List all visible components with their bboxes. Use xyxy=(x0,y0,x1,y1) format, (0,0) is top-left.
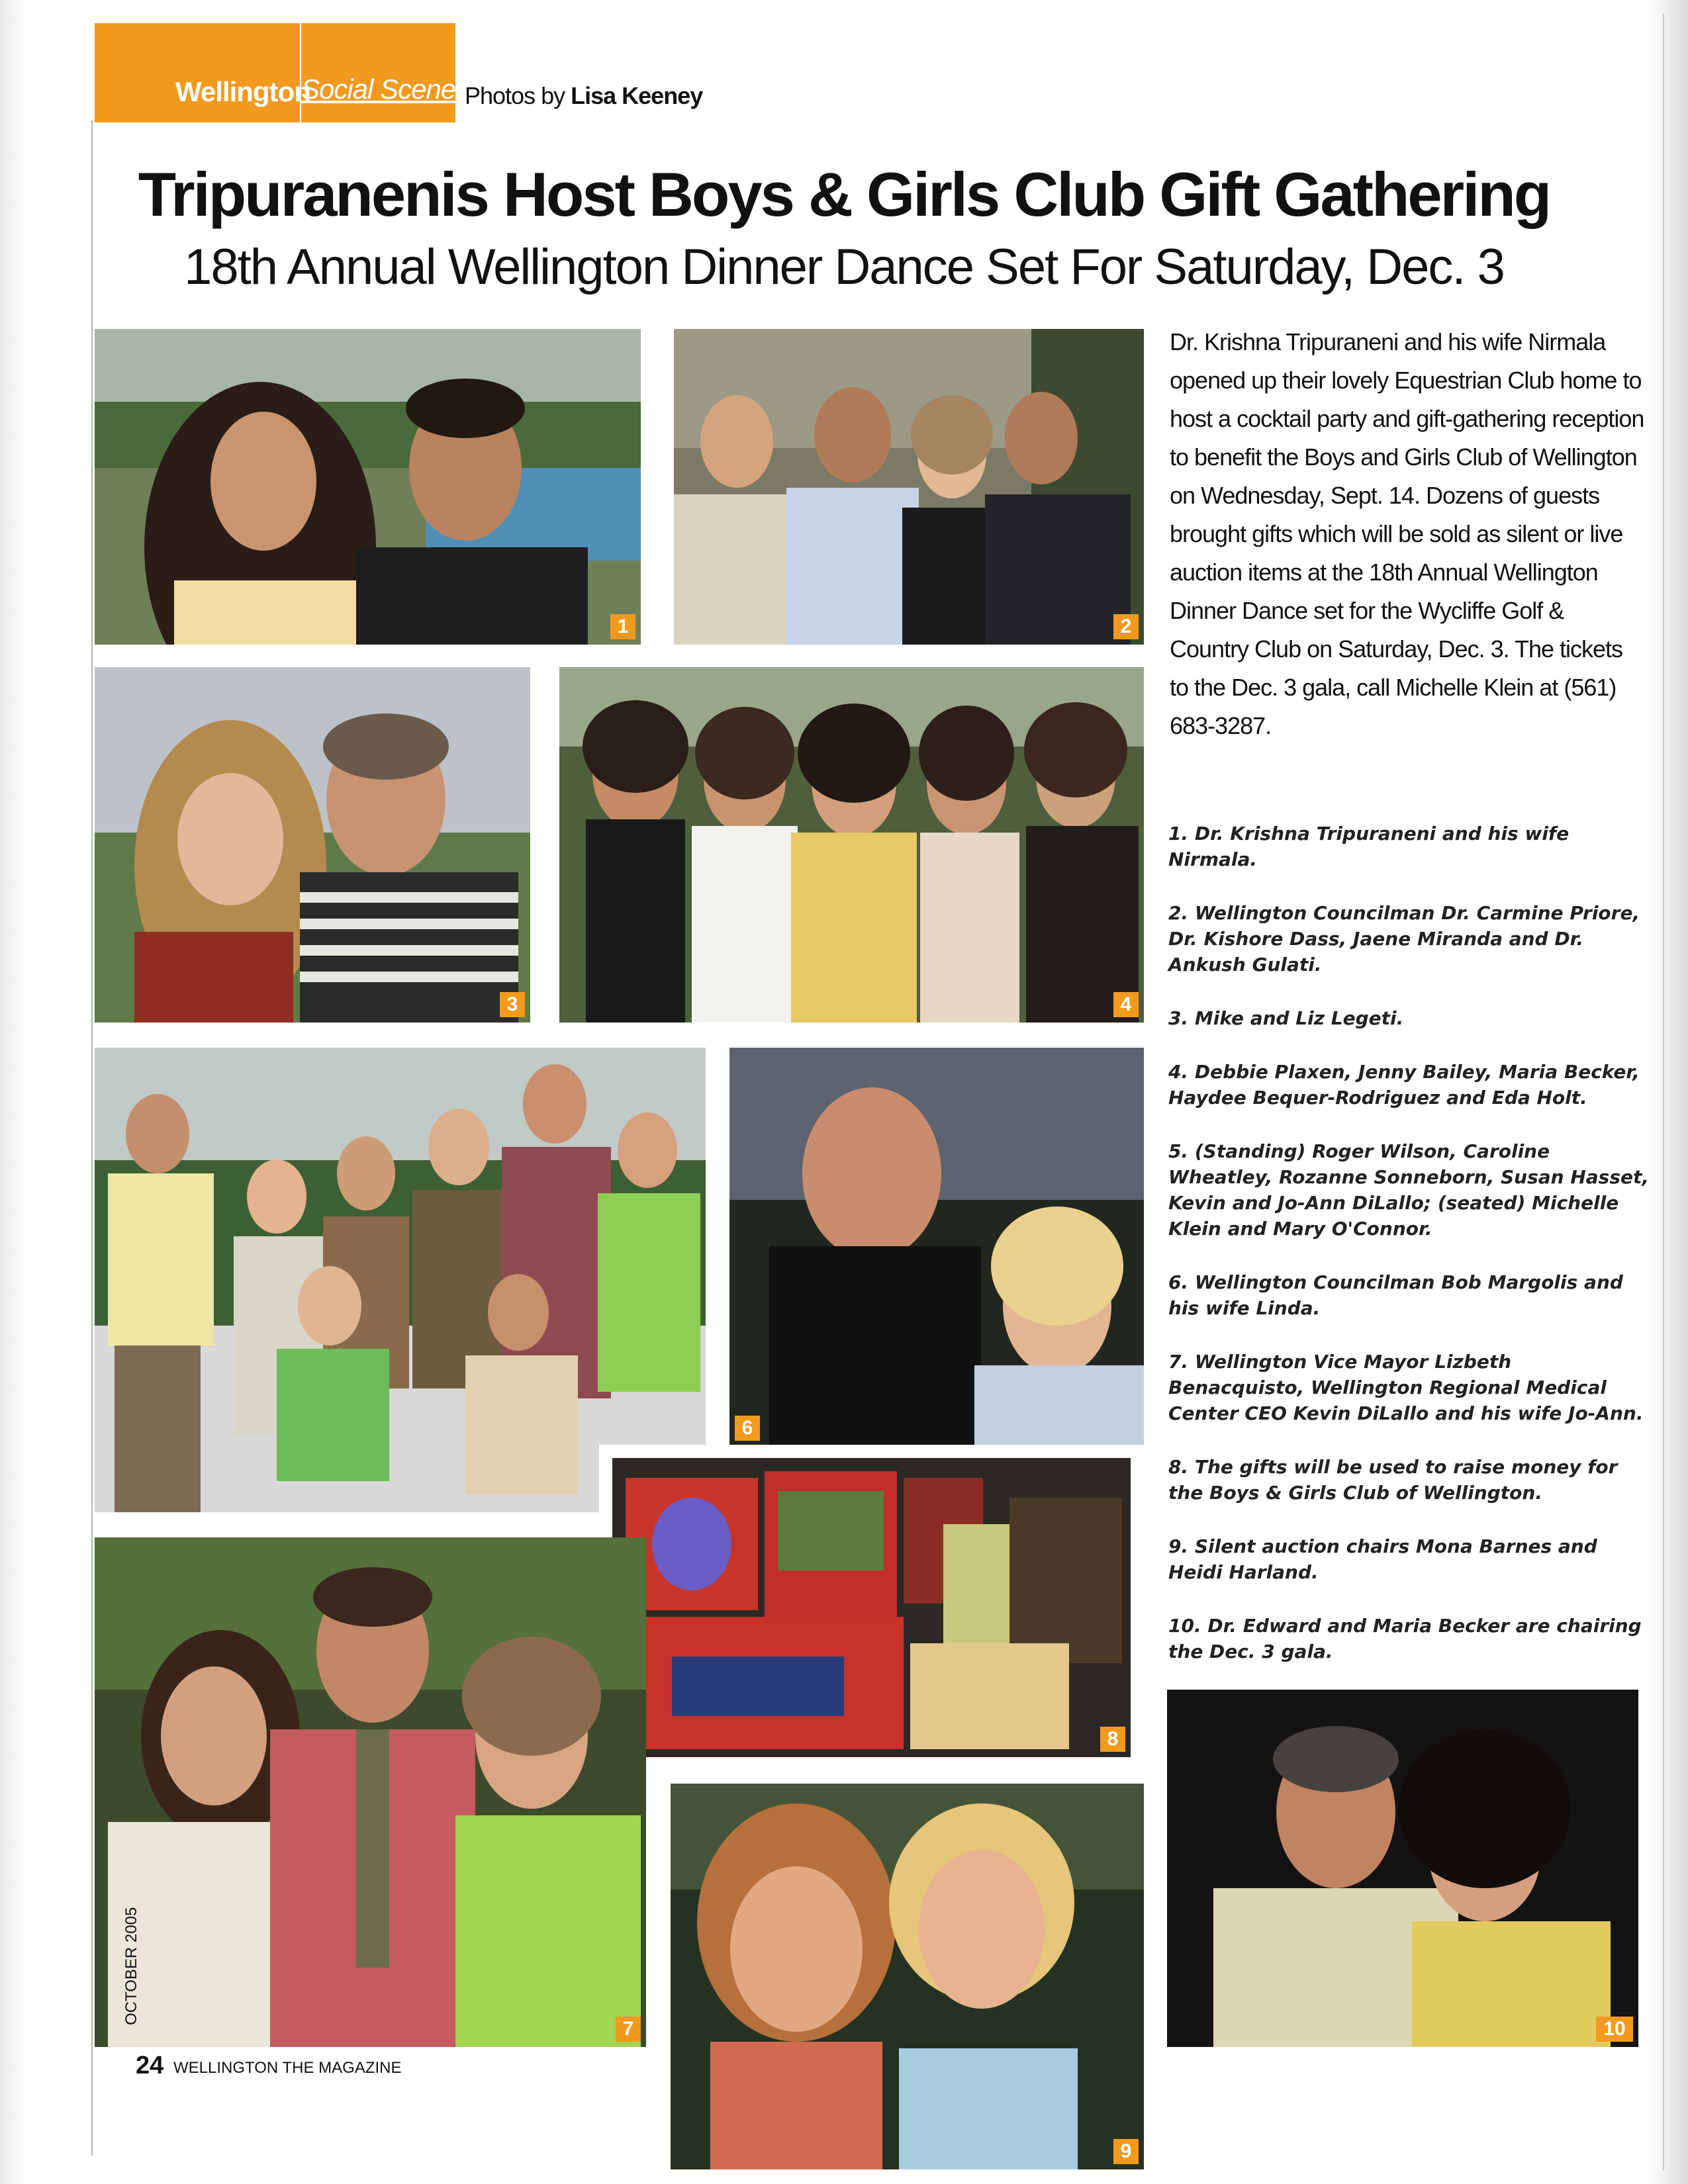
photo-2-number: 2 xyxy=(1113,614,1139,639)
photo-2 xyxy=(674,329,1144,645)
photo-captions xyxy=(1168,821,1652,1692)
caption-1: 1. Dr. Krishna Tripuraneni and his wife Nirmala. xyxy=(1168,823,1570,870)
photo-6-number: 6 xyxy=(735,1416,760,1441)
photo-1-number: 1 xyxy=(610,614,635,639)
photo-1-scene xyxy=(95,329,641,645)
photo-6 xyxy=(729,1048,1144,1446)
photo-9 xyxy=(671,1784,1144,2169)
caption-7: 7. Wellington Vice Mayor Lizbeth Benacquisto, Wellington Regional Medical Center CEO Kevin DiLallo and his wife Jo-Ann. xyxy=(1168,1351,1644,1424)
issue-date: OCTOBER 2005 xyxy=(122,1907,140,2025)
section-title-sub: Social Scene xyxy=(301,73,456,105)
photo-4-number: 4 xyxy=(1113,992,1139,1017)
photo-8-number: 8 xyxy=(1100,1727,1125,1752)
scan-edge-right xyxy=(1648,0,1688,2184)
photo-credit-prefix: Photos by xyxy=(465,82,565,109)
photo-4-scene xyxy=(559,667,1144,1023)
headline: Tripuranenis Host Boys & Girls Club Gift Gathering xyxy=(138,159,1550,229)
photo-7-scene xyxy=(95,1537,646,2047)
photo-8 xyxy=(599,1445,1144,1770)
photo-10-number: 10 xyxy=(1596,2017,1633,2042)
intro-paragraph: Dr. Krishna Tripuraneni and his wife Nirmala opened up their lovely Equestrian Club home to host a cocktail party and gift-gathering reception to benefit the Boys and Girls Club of Wellington on Wednesday, Sept. 14. Dozens of guests brought gifts which will be sold as silent or live auction items at the 18th Annual Wellington Dinner Dance set for the Wycliffe Golf & Country Club on Saturday, Dec. 3. The tickets to the Dec. 3 gala, call Michelle Klein at (561) 683-3287. xyxy=(1170,328,1644,739)
caption-10: 10. Dr. Edward and Maria Becker are chairing the Dec. 3 gala. xyxy=(1168,1615,1642,1662)
photo-8-scene xyxy=(599,1445,1144,1770)
photo-2-scene xyxy=(674,329,1144,645)
photo-10-scene xyxy=(1167,1690,1638,2047)
caption-5: 5. (Standing) Roger Wilson, Caroline Wheatley, Rozanne Sonneborn, Susan Hasset, Kevin and Jo-Ann DiLallo; (seated) Michelle Klein and Mary O'Connor. xyxy=(1168,1140,1650,1240)
photo-4 xyxy=(559,667,1144,1023)
photo-credit xyxy=(465,82,702,110)
photo-1 xyxy=(95,329,641,645)
photo-7 xyxy=(95,1537,646,2047)
caption-8: 8. The gifts will be used to raise money for the Boys & Girls Club of Wellington. xyxy=(1168,1456,1618,1504)
magazine-name: WELLINGTON THE MAGAZINE xyxy=(173,2059,402,2077)
photo-credit-name: Lisa Keeney xyxy=(571,82,703,109)
photo-3-number: 3 xyxy=(500,992,525,1017)
photo-3-scene xyxy=(95,667,530,1023)
subhead: 18th Annual Wellington Dinner Dance Set For Saturday, Dec. 3 xyxy=(184,239,1504,295)
photo-3 xyxy=(95,667,530,1023)
caption-6: 6. Wellington Councilman Bob Margolis and his wife Linda. xyxy=(1168,1271,1623,1319)
photo-7-number: 7 xyxy=(616,2017,641,2042)
caption-3: 3. Mike and Liz Legeti. xyxy=(1168,1007,1404,1029)
section-title-main: Wellington xyxy=(175,76,310,107)
caption-2: 2. Wellington Councilman Dr. Carmine Priore, Dr. Kishore Dass, Jaene Miranda and Dr. Ankush Gulati. xyxy=(1168,902,1640,976)
photo-9-scene xyxy=(671,1784,1144,2169)
photo-9-number: 9 xyxy=(1113,2139,1139,2164)
photo-10 xyxy=(1167,1690,1638,2047)
page-left-rule xyxy=(91,120,93,2156)
caption-4: 4. Debbie Plaxen, Jenny Bailey, Maria Becker, Haydee Bequer-Rodriguez and Eda Holt. xyxy=(1168,1061,1640,1109)
photo-6-scene xyxy=(729,1048,1144,1446)
scan-edge-left xyxy=(0,0,26,2184)
photo-5-scene xyxy=(95,1048,706,1512)
page-right-rule xyxy=(1663,13,1664,2171)
page-number: 24 xyxy=(136,2052,164,2079)
caption-9: 9. Silent auction chairs Mona Barnes and Heidi Harland. xyxy=(1168,1535,1597,1583)
photo-5 xyxy=(95,1048,706,1512)
